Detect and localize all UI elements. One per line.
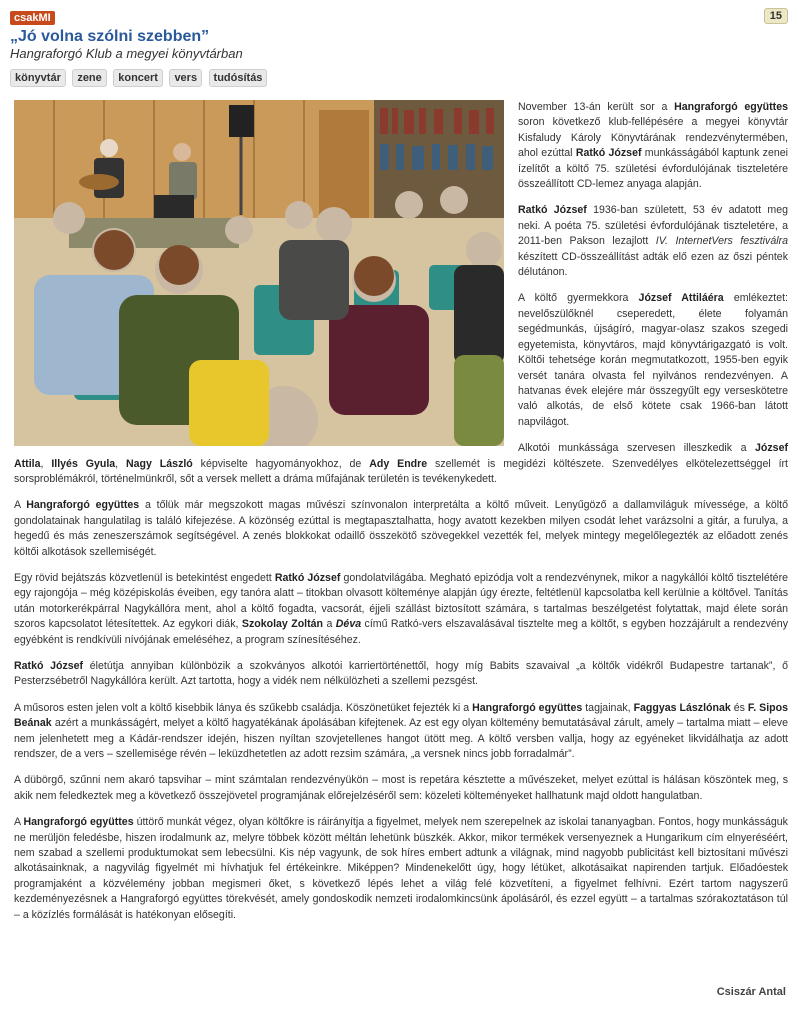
text-segment: Szokolay Zoltán xyxy=(241,618,324,631)
text-segment: című Ratkó-vers elszavalásával tisztelte meg a költőt, s egyben hozzájárult a rendezvény egyébként is rendkívüli nívójának emeléséhez, a program színesítéséhez. xyxy=(14,618,788,646)
paragraph-5 xyxy=(14,498,788,560)
text-segment: Egy rövid bejátszás közvetlenül is betekintést engedett xyxy=(14,571,275,584)
text-segment: készített CD-összeállítást adták elő ezen az őszi péntek délutánon. xyxy=(518,250,788,279)
text-segment: és xyxy=(730,701,748,714)
tag-konyvtar[interactable]: könyvtár xyxy=(10,69,66,87)
text-segment: Nagy László xyxy=(126,457,193,470)
text-segment: Ratkó József xyxy=(518,204,587,217)
text-segment: Ratkó József xyxy=(274,571,341,584)
text-segment: A xyxy=(14,816,24,829)
page-number-badge: 15 xyxy=(764,8,788,24)
text-segment: munkásságából kaptunk zenei ízelítőt a költő 75. születési évfordulójának tiszteletére összeállított CD-lemez anyaga alapján. xyxy=(518,147,788,191)
text-segment: IV. InternetVers fesztiválra xyxy=(655,235,788,248)
paragraph-6 xyxy=(14,571,788,648)
text-segment: Ady Endre xyxy=(369,457,428,470)
article-body xyxy=(14,100,788,934)
text-segment: emlékeztet: nevelőszülőknél cseperedett, élete folyamán segédmunkás, újságíró, magyar-olasz szakos szegedi egyetemista, könyvtáros, majd könyvtárigazgató is volt. Költői tehetsége korán megmutatkozott, 1955-ben egyik versét tanára olvasta fel nyilvános rendezvényen. A hatvanas évek elejére már összegyűlt egy verseskötetre való alkotás, de első kötete csak 1966-ban látott napvilágot. xyxy=(518,292,788,428)
text-segment: Ratkó József xyxy=(575,147,642,160)
text-segment: Hangraforgó együttes xyxy=(26,499,140,512)
text-segment: a xyxy=(323,618,336,631)
text-segment: A dübörgő, szűnni nem akaró tapsvihar – mint számtalan rendezvényükön – most is repetára késztette a művészeket, melyet ezúttal is hálásan köszöntek meg, s akik nem feledkeztek meg a következő összejövetel programjának előrejelzéséről sem: közeleti költeményeket hallhatunk majd oldott hangulatban. xyxy=(14,774,788,802)
text-segment: Faggyas Lászlónak xyxy=(633,701,731,714)
paragraph-9 xyxy=(14,773,788,804)
paragraph-8 xyxy=(14,701,788,763)
author-signature: Csiszár Antal xyxy=(716,986,786,998)
tag-vers[interactable]: vers xyxy=(169,69,202,87)
text-segment: A költő gyermekkora xyxy=(518,292,639,305)
article-header xyxy=(10,8,790,88)
tag-list xyxy=(10,68,790,88)
text-segment: Hangraforgó együttes xyxy=(674,101,788,113)
text-segment: tagjainak, xyxy=(582,701,634,714)
text-segment: képviselte hagyományokhoz, de xyxy=(192,457,370,470)
text-segment: , xyxy=(115,457,127,470)
tag-koncert[interactable]: koncert xyxy=(113,69,163,87)
text-segment: Hangraforgó együttes xyxy=(472,701,583,714)
text-segment: azért a munkásságért, melyet a költő hagyatékának ápolásában kifejtenek. Az est egy olyan költemény bemutatásával zárult, amely – tartalma miatt – eleve nem jelenhetett meg a Kádár-rendszer idején, hiszen nyíltan szovjetellenes hangot ütött meg. A költő versben vallja, hogy az egyéneket likvidálhatja az adott rendszer, de a vers – szellemisége révén – leküzdhetetlen az adott rezsim számára, „a versnek nincs jobb forradalmár”. xyxy=(14,717,788,761)
text-segment: életútja annyiban különbözik a szokványos alkotói karriertörténettől, hogy míg Babits szavaival „a költők vidékről Budapestre tartanak”, ő Pesterzsébetről Nagykállóra került. Azt tartotta, hogy a vidék nem nélkülözheti a szellemi pezsgést. xyxy=(14,660,788,688)
text-segment: , xyxy=(40,457,52,470)
concert-audience-photo xyxy=(14,100,504,446)
article-title: „Jó volna szólni szebben” xyxy=(10,28,210,45)
paragraph-10 xyxy=(14,815,788,923)
text-segment: A xyxy=(14,499,27,512)
text-segment: Ratkó József xyxy=(14,660,84,672)
text-segment: Hangraforgó együttes xyxy=(23,816,134,829)
text-segment: úttörő munkát végez, olyan költőkre is ráirányítja a figyelmet, melyek nem szerepelnek az iskolai tananyagban. Fontos, hogy munkásságuk ne merüljön feledésbe, hiszen irodalmunk az, melyre többek között méltán lehetünk büszkék. Akkor, mikor termékek versenyeznek a Hungarikum cím elnyeréséért, nem szabad a szellemi produktumokat sem lebecsülni. Kis nép vagyunk, de sok híres embert adtunk a világnak, mind nagyobb publicitást kell biztosítani művészi alkotásainknak, a nagyvilág figyelmét mi hívhatjuk fel értékeinkre. Miképpen? Mindenekelőtt úgy, hogy létüket, alkotásaikat napirenden tartjuk. Előadóestek programjaként a közvélemény jobban megismeri őket, s következő lépés lehet a világ felé közvetíteni, a figyelmet felhívni. Ezért tartom nagyszerű kezdeményezésnek a Hangraforgó együttes törekvését, amely gondoskodik nemzeti irodalomkincsünk ápolásáról, és ezzel együtt – a tartalmas szórakoztatáson túl – a közízlés formálását is hatékonyan elősegíti. xyxy=(14,816,788,921)
section-tag[interactable]: csakMI xyxy=(10,11,55,25)
text-segment: Illyés Gyula xyxy=(51,457,116,470)
text-segment: gondolatvilágába. Megható epizódja volt a rendezvénynek, mikor a nagykállói költő tisztelétére egy rajongója – még középiskolás éveiben, egy tanóra alatt – titokban olvasott költeménye alapján úgy érezte, feltétlenül kapcsolatba kell kerülnie a költővel. Tanítás után motorkerékpárral Nagykállóra ment, ahol a költő fogadta, vacsorát, éjjeli szállást biztosított számára, s tartalmas beszélgetést folytattak, majd élete során szoros kapcsolatot létesítettek. Az egykori diák, xyxy=(14,571,788,631)
text-segment: November 13-án került sor a xyxy=(518,101,675,113)
text-segment: József Attila xyxy=(14,442,788,470)
text-segment: szellemét is megidézi költészete. Szenvedélyes elkötelezettséggel írt sorsproblémákról, történelmünkről, sőt a versek mellett a dráma műfajának területén is tevékenykedett. xyxy=(14,457,789,485)
text-segment: A műsoros esten jelen volt a költő kisebbik lánya és szűkebb családja. Köszönetüket fejezték ki a xyxy=(14,701,473,714)
text-segment: F. Sipos Beának xyxy=(14,701,788,730)
paragraph-4 xyxy=(14,441,788,487)
text-segment: Alkotói munkássága szervesen illeszkedik a xyxy=(518,442,756,455)
paragraph-7 xyxy=(14,659,788,690)
tag-tudositas[interactable]: tudósítás xyxy=(209,69,268,87)
article-subtitle: Hangraforgó Klub a megyei könyvtárban xyxy=(10,46,243,61)
text-segment: József Attiláéra xyxy=(638,292,724,305)
text-segment: soron következő klub-fellépésére a megyei könyvtár Kisfaludy Károly Könyvtárának rendezvénytermében, ahol ezúttal xyxy=(518,116,788,160)
text-segment: Déva xyxy=(335,618,362,631)
text-segment: a tőlük már megszokott magas művészi színvonalon interpretálta a költő műveit. Lenyűgöző a dallamviláguk mívessége, a költő gondolatainak hangulatilag is találó kifejezése. A közönség ezúttal is megtapasztalhatta, hogy avatott kezekben milyen csodát lehet varázsolni a gitár, a furulya, a hegedű és más zeneszerszámok segítségével. A zenés blokkokat odaillő összekötő szövegekkel vezették fel, melyek mintegy megelőlegezték az előadott zenés költői alkotások szellemiségét. xyxy=(14,499,788,558)
text-segment: 1936-ban született, 53 év adatott meg neki. A poéta 75. születési évfordulójának tiszteletére, a 2011-ben Pakson lezajlott xyxy=(518,204,788,248)
tag-zene[interactable]: zene xyxy=(72,69,106,87)
